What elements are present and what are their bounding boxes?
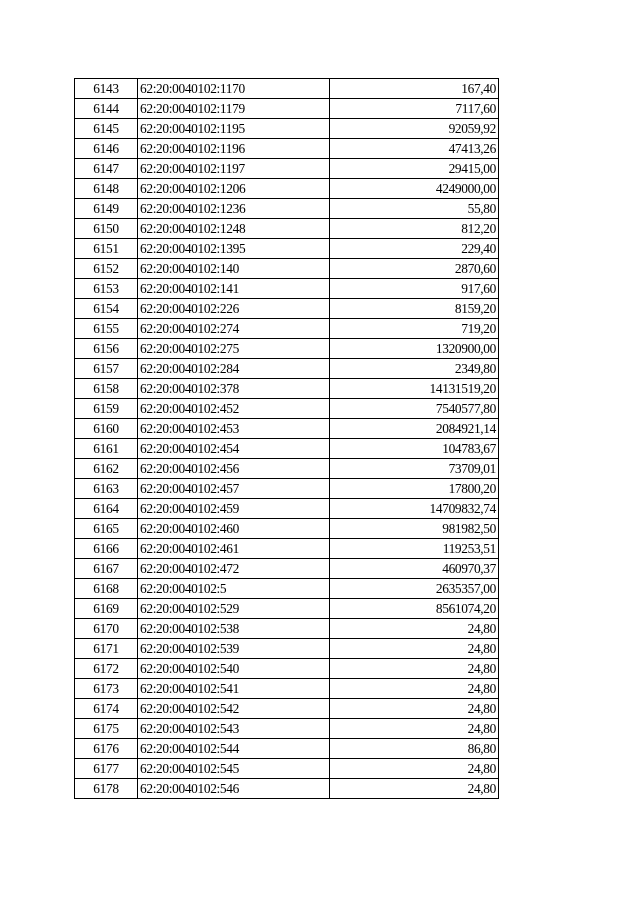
cadastral-number-cell: 62:20:0040102:140 [138, 259, 330, 279]
value-cell: 14709832,74 [330, 499, 499, 519]
row-number-cell: 6151 [75, 239, 138, 259]
value-cell: 119253,51 [330, 539, 499, 559]
cadastral-number-cell: 62:20:0040102:543 [138, 719, 330, 739]
table-row [75, 379, 499, 399]
cadastral-number-cell: 62:20:0040102:453 [138, 419, 330, 439]
cadastral-number-cell: 62:20:0040102:472 [138, 559, 330, 579]
table-row [75, 139, 499, 159]
table-row [75, 439, 499, 459]
value-cell: 47413,26 [330, 139, 499, 159]
table-row [75, 279, 499, 299]
cadastral-number-cell: 62:20:0040102:1195 [138, 119, 330, 139]
value-cell: 2084921,14 [330, 419, 499, 439]
row-number-cell: 6157 [75, 359, 138, 379]
row-number-cell: 6171 [75, 639, 138, 659]
table-row [75, 739, 499, 759]
table-row [75, 459, 499, 479]
row-number-cell: 6178 [75, 779, 138, 799]
cadastral-number-cell: 62:20:0040102:284 [138, 359, 330, 379]
value-cell: 2870,60 [330, 259, 499, 279]
value-cell: 167,40 [330, 79, 499, 99]
row-number-cell: 6177 [75, 759, 138, 779]
table-row [75, 539, 499, 559]
table-row [75, 239, 499, 259]
table-row [75, 399, 499, 419]
row-number-cell: 6161 [75, 439, 138, 459]
row-number-cell: 6170 [75, 619, 138, 639]
row-number-cell: 6162 [75, 459, 138, 479]
cadastral-number-cell: 62:20:0040102:546 [138, 779, 330, 799]
value-cell: 24,80 [330, 779, 499, 799]
row-number-cell: 6146 [75, 139, 138, 159]
table-row [75, 99, 499, 119]
cadastral-number-cell: 62:20:0040102:459 [138, 499, 330, 519]
cadastral-number-cell: 62:20:0040102:544 [138, 739, 330, 759]
cadastral-number-cell: 62:20:0040102:1395 [138, 239, 330, 259]
table-row [75, 659, 499, 679]
row-number-cell: 6148 [75, 179, 138, 199]
row-number-cell: 6167 [75, 559, 138, 579]
cadastral-number-cell: 62:20:0040102:456 [138, 459, 330, 479]
value-cell: 24,80 [330, 719, 499, 739]
value-cell: 7117,60 [330, 99, 499, 119]
value-cell: 917,60 [330, 279, 499, 299]
value-cell: 86,80 [330, 739, 499, 759]
value-cell: 719,20 [330, 319, 499, 339]
row-number-cell: 6155 [75, 319, 138, 339]
cadastral-number-cell: 62:20:0040102:1196 [138, 139, 330, 159]
row-number-cell: 6176 [75, 739, 138, 759]
value-cell: 8159,20 [330, 299, 499, 319]
row-number-cell: 6164 [75, 499, 138, 519]
value-cell: 2635357,00 [330, 579, 499, 599]
cadastral-number-cell: 62:20:0040102:545 [138, 759, 330, 779]
table-row [75, 79, 499, 99]
table-row [75, 599, 499, 619]
cadastral-number-cell: 62:20:0040102:452 [138, 399, 330, 419]
table-row [75, 559, 499, 579]
value-cell: 92059,92 [330, 119, 499, 139]
table-row [75, 419, 499, 439]
table-row [75, 299, 499, 319]
row-number-cell: 6166 [75, 539, 138, 559]
cadastral-number-cell: 62:20:0040102:542 [138, 699, 330, 719]
cadastral-number-cell: 62:20:0040102:529 [138, 599, 330, 619]
table-row [75, 199, 499, 219]
value-cell: 460970,37 [330, 559, 499, 579]
table-row [75, 359, 499, 379]
table-row [75, 519, 499, 539]
cadastral-number-cell: 62:20:0040102:1206 [138, 179, 330, 199]
cadastral-number-cell: 62:20:0040102:461 [138, 539, 330, 559]
value-cell: 24,80 [330, 639, 499, 659]
row-number-cell: 6149 [75, 199, 138, 219]
table-row [75, 259, 499, 279]
table-row [75, 319, 499, 339]
cadastral-number-cell: 62:20:0040102:541 [138, 679, 330, 699]
row-number-cell: 6174 [75, 699, 138, 719]
cadastral-number-cell: 62:20:0040102:1197 [138, 159, 330, 179]
value-cell: 812,20 [330, 219, 499, 239]
cadastral-number-cell: 62:20:0040102:378 [138, 379, 330, 399]
value-cell: 24,80 [330, 659, 499, 679]
table-body [75, 79, 499, 799]
table-row [75, 779, 499, 799]
cadastral-number-cell: 62:20:0040102:540 [138, 659, 330, 679]
table-row [75, 719, 499, 739]
row-number-cell: 6163 [75, 479, 138, 499]
table-row [75, 179, 499, 199]
cadastral-number-cell: 62:20:0040102:1236 [138, 199, 330, 219]
value-cell: 981982,50 [330, 519, 499, 539]
cadastral-number-cell: 62:20:0040102:1179 [138, 99, 330, 119]
value-cell: 24,80 [330, 699, 499, 719]
row-number-cell: 6169 [75, 599, 138, 619]
row-number-cell: 6150 [75, 219, 138, 239]
value-cell: 14131519,20 [330, 379, 499, 399]
row-number-cell: 6144 [75, 99, 138, 119]
value-cell: 2349,80 [330, 359, 499, 379]
cadastral-number-cell: 62:20:0040102:454 [138, 439, 330, 459]
row-number-cell: 6153 [75, 279, 138, 299]
row-number-cell: 6168 [75, 579, 138, 599]
table-row [75, 119, 499, 139]
value-cell: 1320900,00 [330, 339, 499, 359]
cadastral-number-cell: 62:20:0040102:460 [138, 519, 330, 539]
row-number-cell: 6158 [75, 379, 138, 399]
value-cell: 24,80 [330, 679, 499, 699]
table-row [75, 499, 499, 519]
value-cell: 73709,01 [330, 459, 499, 479]
value-cell: 229,40 [330, 239, 499, 259]
cadastral-number-cell: 62:20:0040102:457 [138, 479, 330, 499]
value-cell: 24,80 [330, 759, 499, 779]
table-row [75, 619, 499, 639]
row-number-cell: 6156 [75, 339, 138, 359]
table-row [75, 219, 499, 239]
row-number-cell: 6143 [75, 79, 138, 99]
cadastral-number-cell: 62:20:0040102:1170 [138, 79, 330, 99]
table-row [75, 699, 499, 719]
row-number-cell: 6175 [75, 719, 138, 739]
table-row [75, 679, 499, 699]
cadastral-number-cell: 62:20:0040102:1248 [138, 219, 330, 239]
value-cell: 8561074,20 [330, 599, 499, 619]
row-number-cell: 6147 [75, 159, 138, 179]
cadastral-number-cell: 62:20:0040102:275 [138, 339, 330, 359]
row-number-cell: 6172 [75, 659, 138, 679]
value-cell: 104783,67 [330, 439, 499, 459]
value-cell: 29415,00 [330, 159, 499, 179]
row-number-cell: 6145 [75, 119, 138, 139]
cadastral-number-cell: 62:20:0040102:226 [138, 299, 330, 319]
cadastral-number-cell: 62:20:0040102:539 [138, 639, 330, 659]
row-number-cell: 6160 [75, 419, 138, 439]
cadastral-number-cell: 62:20:0040102:274 [138, 319, 330, 339]
row-number-cell: 6159 [75, 399, 138, 419]
value-cell: 24,80 [330, 619, 499, 639]
table-row [75, 479, 499, 499]
table-row [75, 639, 499, 659]
cadastral-number-cell: 62:20:0040102:141 [138, 279, 330, 299]
row-number-cell: 6165 [75, 519, 138, 539]
row-number-cell: 6152 [75, 259, 138, 279]
cadastral-number-cell: 62:20:0040102:538 [138, 619, 330, 639]
table-row [75, 759, 499, 779]
value-cell: 17800,20 [330, 479, 499, 499]
cadastral-number-cell: 62:20:0040102:5 [138, 579, 330, 599]
value-cell: 4249000,00 [330, 179, 499, 199]
value-cell: 55,80 [330, 199, 499, 219]
value-cell: 7540577,80 [330, 399, 499, 419]
table-row [75, 579, 499, 599]
table-row [75, 339, 499, 359]
row-number-cell: 6173 [75, 679, 138, 699]
table-row [75, 159, 499, 179]
data-table [74, 78, 499, 799]
row-number-cell: 6154 [75, 299, 138, 319]
